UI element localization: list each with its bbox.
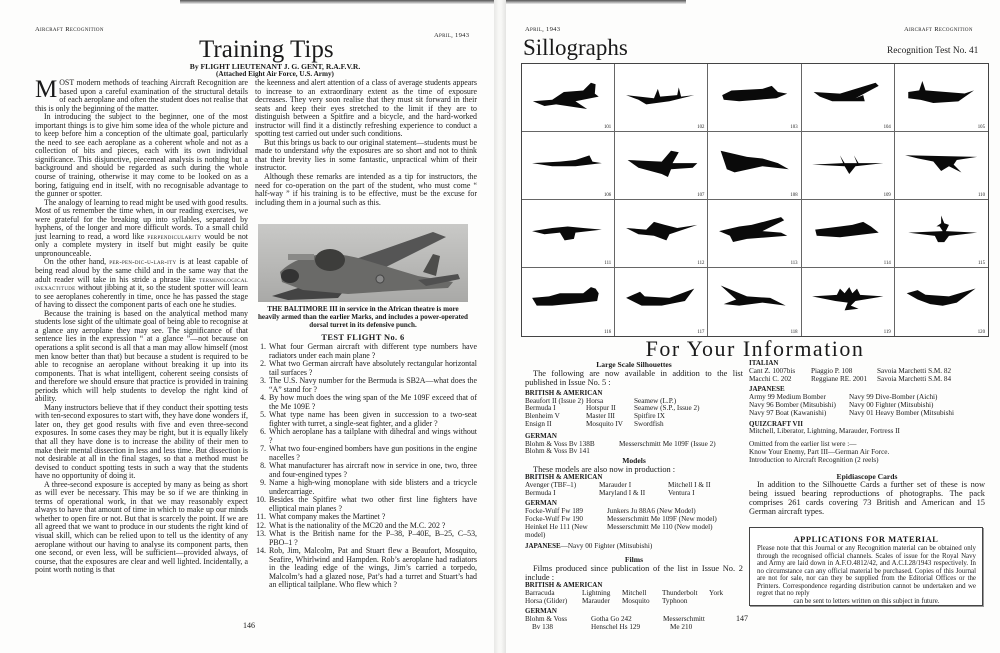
question-number: 1.: [260, 342, 266, 351]
silhouette-cell: [522, 200, 615, 268]
list-entry: [709, 598, 723, 606]
silhouette-number: 110: [977, 193, 985, 198]
question-text: What four German aircraft with different type numbers have radiators under each main plane ?: [269, 342, 477, 360]
list-entry: Reggiane RE. 2001: [811, 374, 868, 383]
paragraph: the keenness and alert attention of a class of average students appears to increase to an extraordinary extent as the time of exposure decreases. They very soon realise that they must sit forward in their seats and keep their eyes stretched to the limit if they are to distinguish between a Spitfire and a bicycle, and the hard-worked instructor will find it a distinctly refreshing experience to conduct a spotting test carried out under such conditions.: [255, 78, 477, 139]
list-entry: Swordfish: [634, 419, 664, 428]
silhouette-number: 112: [697, 261, 705, 266]
question-text: Besides the Spitfire what two other first line fighters have elliptical main planes ?: [269, 495, 477, 513]
paragraph: In introducing the subject to the beginner, one of the most important things is to give him some idea of the whole picture and to keep before him a conception of the ultimate goal, particularly the need to see each aeroplane as a coherent whole and not as a collection of bits and pieces, each with its own individual significance. This disjunctive, piecemeal analysis is nothing but a background and should be regarded as such during the whole course of training, otherwise it may come to be looked on as a boring, fatiguing end in itself, with no recognisable advantage to the gunner or spotter.: [35, 112, 248, 199]
info-right-column: [749, 360, 985, 516]
list-column: [811, 368, 877, 384]
aircraft-silhouette-icon: [623, 139, 700, 187]
aircraft-silhouette-icon: [529, 207, 606, 255]
silhouette-number: 111: [604, 261, 612, 266]
silhouette-cell: [895, 200, 988, 268]
question-text: What manufacturer has aircraft now in service in one, two, three and four-engined types ?: [269, 461, 477, 479]
silhouette-number: 115: [977, 261, 985, 266]
group-heading: GERMAN: [525, 431, 557, 440]
question-text: The U.S. Navy number for the Bermuda is SB2A—what does the “A” stand for ?: [269, 376, 477, 394]
silhouette-cell: [615, 132, 708, 200]
aircraft-silhouette-icon: [809, 275, 886, 324]
list-entry: Mitchell I & II: [668, 480, 711, 489]
test-question: [255, 394, 477, 411]
list-entry: Master III: [586, 412, 615, 421]
article-column-1: [35, 76, 248, 575]
list-entry: Beaufort II (Issue 2): [525, 396, 584, 405]
section-heading: Large Scale Silhouettes: [596, 360, 672, 369]
list-column: [622, 590, 662, 606]
list-column: [849, 394, 954, 417]
aircraft-silhouette-icon: [716, 275, 793, 324]
silhouette-cell: [615, 64, 708, 132]
silhouette-number: 101: [603, 125, 612, 130]
section-intro: The following are now available in addition to the list published in Issue No. 5 :: [525, 368, 743, 387]
list-entry: Barracuda: [525, 588, 555, 597]
aircraft-silhouette-icon: [529, 71, 606, 119]
list-entry: Savoia Marchetti S.M. 84: [877, 374, 952, 383]
paragraph: OST modern methods of teaching Aircraft Recognition are based upon a careful examination of the structural details of each aeroplane and often the student does not realise that this is only the beginning of the matter.: [35, 78, 248, 113]
silhouette-number: 109: [883, 193, 891, 198]
list-entry: Navy 99 Dive-Bomber (Aichi): [849, 393, 938, 402]
running-head: Aircraft Recognition: [904, 26, 973, 33]
list-entry: Heinkel He 111 (New model): [525, 522, 588, 539]
recognition-test-label: Recognition Test No. 41: [887, 46, 979, 56]
question-text: What is the nationality of the MC20 and the M.C. 202 ?: [269, 520, 446, 530]
list-entry: Blenheim V: [525, 412, 560, 421]
list-column: [662, 590, 709, 606]
silhouette-number: 107: [697, 193, 705, 198]
omitted-item: Introduction to Aircraft Recognition (2 reels): [749, 455, 879, 464]
list-column: [582, 590, 622, 606]
list-entry: Seamew (S.P., Issue 2): [634, 404, 700, 413]
list-column: [525, 508, 607, 539]
list-row: [749, 394, 985, 417]
question-text: Rob, Jim, Malcolm, Pat and Stuart flew a Beaufort, Mosquito, Seafire, Whirlwind and Hampden. Rob’s aeroplane had radiators in the leading edge of the wings, Jim’s carried a torpedo, Malcolm’s had a glazed nose, Pat’s had a turret and Stuart’s had an elliptical tailplane. Who flew which ?: [269, 546, 477, 589]
list-entry: Marauder: [582, 596, 610, 605]
question-text: What is the British name for the P–38, P–40E, B–25, C–53, PBO–1 ?: [269, 529, 477, 547]
list-row: [525, 482, 743, 498]
group-heading: GERMAN: [525, 607, 557, 616]
silhouette-number: 103: [790, 125, 798, 130]
list-entry: Navy 01 Heavy Bomber (Mitsubishi: [849, 408, 955, 417]
question-text: What company makes the Martinet ?: [269, 512, 386, 521]
question-text: What two German aircraft have absolutely rectangular horizontal tail surfaces ?: [269, 359, 477, 377]
silhouette-number: 105: [977, 125, 985, 130]
list-entry: Junkers Ju 88A6 (New Model): [607, 507, 696, 516]
question-text: What type name has been given in succession to a two-seat fighter with turret, a single-seat fighter, and a glider ?: [269, 410, 477, 428]
question-number: 11.: [256, 512, 266, 521]
list-entry: Ventura I: [668, 488, 695, 497]
list-entry: Horsa: [586, 396, 604, 405]
aircraft-silhouette-icon: [809, 139, 886, 187]
epidiascope-text: In addition to the Silhouette Cards a further set of these is now being issued bearing reproductions of photographs. The pack comprises 261 cards covering 73 British and American and 15 German aircraft types.: [749, 480, 985, 517]
test-question: [255, 377, 477, 394]
list-entry: Mosquito: [622, 596, 650, 605]
aircraft-silhouette-icon: [902, 207, 980, 255]
page-edge-shadow: [506, 0, 686, 4]
aircraft-silhouette-icon: [902, 275, 980, 324]
list-column: [586, 398, 634, 429]
paragraph: A three-second exposure is accepted by many as being as short as will ever be necessary. This may be so if we are thinking in terms of operational work, in that we may reasonably expect always to have that amount of time in which to make up our minds whether to open fire or not. But that is scarcely the point. If we are all agreed that we want to produce in our students the right kind of visual skill, which can be relied upon to tell us the identity of any aeroplane without our having to analyse its component parts, then one second, or even less, will be sufficient—provided always, of course, that the exposures are clear and well lighted. Incidentally, a point worth noting is that: [35, 479, 248, 575]
silhouette-cell: [522, 132, 615, 200]
list-entry: Bermuda I: [525, 488, 556, 497]
silhouette-number: 104: [883, 125, 891, 130]
list-entry: Navy 00 Fighter (Mitsubishi): [849, 400, 934, 409]
list-entry: Thunderbolt: [662, 588, 698, 597]
silhouette-cell: [708, 132, 801, 200]
silhouette-cell: [895, 132, 988, 200]
silhouette-number: 108: [790, 193, 798, 198]
running-head: Aircraft Recognition: [35, 26, 104, 33]
question-number: 8.: [260, 461, 266, 470]
list-entry: Cant Z. 1007bis: [749, 366, 796, 375]
silhouette-cell: [802, 268, 895, 336]
aircraft-silhouette-icon: [529, 139, 606, 187]
question-number: 4.: [260, 393, 266, 402]
question-number: 14.: [256, 546, 266, 555]
aircraft-silhouette-icon: [809, 207, 886, 255]
list-row: [525, 508, 743, 539]
list-entry: York: [709, 588, 724, 597]
paragraph: Because the training is based on the analytical method many students lose sight of the ultimate goal of being able to recognise at a glance any aeroplane they may see. The significance of that sentence lies in the expression “ at a glance ”—not because on operations a split second is all that a man may allow himself (most men know better than that) but because a student is required to be able to recognise an aeroplane without breaking it up into its components. That is what intelligent, coherent seeing consists of and therefore we should ensure that practice is provided in training periods which will help students to develop the right kind of ability.: [35, 308, 248, 404]
paragraph: The analogy of learning to read might be used with good results. Most of us remember the time when, in our reading exercises, we were grateful for the breaking up into syllables, separated by hyphens, of the longer and more difficult words. To a small child just learning to read, a word like perpendicularity would be not only a complete mystery in itself but might easily be quite unpronounceable.: [35, 197, 248, 258]
list-entry: Maryland I & II: [599, 488, 646, 497]
aircraft-silhouette-icon: [529, 275, 606, 324]
page-title: Sillographs: [523, 35, 628, 60]
list-entry: Focke-Wulf Fw 189: [525, 507, 584, 516]
list-column: [525, 482, 599, 498]
list-entry: Spitfire IX: [634, 412, 665, 421]
section-heading: Models: [622, 456, 646, 466]
large-scale-section: [525, 361, 743, 632]
list-column: [525, 398, 586, 429]
aircraft-silhouette-icon: [902, 71, 980, 119]
question-number: 9.: [260, 478, 266, 487]
list-entry: Blohm & Voss Bv 138B: [525, 439, 595, 448]
question-number: 10.: [256, 495, 266, 504]
list-entry: Piaggio P. 108: [811, 366, 853, 375]
list-column: [591, 616, 663, 632]
applications-box: [749, 527, 983, 606]
list-entry: Navy 96 Bomber (Mitsubishi): [749, 400, 836, 409]
silhouette-number: 119: [883, 330, 891, 335]
aircraft-silhouette-icon: [716, 207, 793, 255]
list-entry: Marauder I: [599, 480, 632, 489]
issue-date: April, 1943: [525, 26, 561, 33]
section-heading: Films: [624, 555, 644, 565]
byline: By FLIGHT LIEUTENANT J. G. GENT, R.A.F.V.R.: [189, 62, 361, 71]
list-row: [525, 616, 743, 632]
aircraft-silhouette-icon: [809, 71, 886, 119]
list-column: [599, 482, 668, 498]
question-number: 13.: [256, 529, 266, 538]
question-number: 2.: [260, 359, 266, 368]
silhouette-cell: [708, 64, 801, 132]
question-text: By how much does the wing span of the Me 109F exceed that of the Me 109E ?: [269, 393, 477, 411]
drop-cap: M: [35, 76, 58, 103]
silhouette-cell: [802, 64, 895, 132]
paragraph: Although these remarks are intended as a tip for instructors, the need for co-operation on the part of the student, who must come “ half-way ” if his training is to be effective, must be the excuse for including them in a journal such as this.: [255, 172, 477, 207]
list-row: [525, 441, 743, 457]
silhouette-cell: [802, 200, 895, 268]
question-text: Which aeroplane has a tailplane with dihedral and wings without ?: [269, 427, 477, 445]
aircraft-silhouette-icon: [716, 139, 793, 187]
list-entry: Mitchell: [622, 588, 647, 597]
issue-date: April, 1943: [434, 32, 470, 39]
group-heading: JAPANESE: [749, 385, 785, 394]
quizcraft-list: Mitchell, Liberator, Lightning, Marauder, Fortress II: [749, 427, 900, 436]
test-question: [255, 530, 477, 547]
list-column: [668, 482, 711, 498]
list-column: [525, 590, 582, 606]
aircraft-silhouette-icon: [902, 139, 980, 187]
japanese-model: JAPANESE—Navy 00 Fighter (Mitsubishi): [525, 542, 653, 551]
silhouette-number: 114: [883, 261, 891, 266]
list-column: [607, 508, 717, 539]
list-entry: Bv 138: [532, 622, 553, 631]
test-question: [255, 445, 477, 462]
list-entry: Messerschmitt: [663, 615, 705, 624]
list-entry: Bermuda I: [525, 404, 556, 413]
silhouette-number: 106: [603, 193, 612, 198]
baltimore-photo: [258, 224, 468, 302]
applications-text: Please note that this Journal or any Recognition material can be obtained only through the recognised official channels. Scales of issue for the Royal Navy and Army are laid down in A.F.O.4812/42, and A.C.I.28/1943 respectively. In no circumstance can any official material be purchased. Copies of this Journal are not for sale, nor can they be supplied from the Editorial Offices or the Printers. Correspondence regarding distribution cannot be undertaken and we regret that no reply can be sent to letters written on this subject in future.: [757, 545, 976, 605]
test-question: [255, 411, 477, 428]
silhouette-number: 117: [697, 330, 705, 335]
test-question: [255, 343, 477, 360]
test-question: [255, 428, 477, 445]
list-column: [525, 441, 619, 457]
question-number: 3.: [260, 376, 266, 385]
list-entry: Army 99 Medium Bomber: [749, 393, 826, 402]
aircraft-silhouette-icon: [623, 275, 700, 324]
silhouette-cell: [895, 268, 988, 336]
list-entry: Hotspur II: [586, 404, 616, 413]
omitted-note: Omitted from the earlier list were :—: [749, 440, 857, 449]
silhouette-cell: [802, 132, 895, 200]
list-column: [709, 590, 723, 606]
group-heading: BRITISH & AMERICAN: [525, 388, 603, 397]
silhouette-cell: [708, 268, 801, 336]
list-entry: Messerschmitt Me 109F (Issue 2): [619, 439, 716, 448]
silhouette-cell: [615, 268, 708, 336]
aircraft-silhouette-icon: [716, 71, 793, 119]
test-question: [255, 479, 477, 496]
page-number: 147: [736, 614, 748, 623]
silhouette-cell: [522, 268, 615, 336]
book-gutter: [494, 0, 506, 653]
list-entry: Mosquito IV: [586, 419, 623, 428]
list-entry: Messerschmitt Me 109F (New model): [607, 514, 717, 523]
paragraph: On the other hand, per-pen-dic-u-lar-ity is at least capable of being read aloud by the same child and in the same way that the adult reader will take in his stride a phrase like terminological inexactitude without jibbing at it, so the student spotter will learn to see aeroplanes coherently in time, once he has passed the stage of having to dissect the component parts of each one he studies.: [35, 257, 248, 310]
list-column: [749, 368, 811, 384]
list-entry: Ensign II: [525, 419, 552, 428]
article-title: Training Tips: [199, 36, 334, 63]
info-title: For Your Information: [645, 336, 865, 361]
silhouette-cell: [522, 64, 615, 132]
byline-affiliation: (Attached Eight Air Force, U.S. Army): [216, 70, 334, 78]
list-entry: Lightning: [582, 588, 611, 597]
question-number: 6.: [260, 427, 266, 436]
silhouette-number: 118: [790, 330, 798, 335]
section-intro: These models are also now in production :: [533, 464, 676, 474]
list-column: [619, 441, 716, 457]
silhouette-number: 120: [977, 330, 985, 335]
paragraph: Many instructors believe that if they conduct their spotting tests with ten-second exposures to start with, they have done wonders if, later on, they get good results with five and even three-second exposures. In some cases they may be right, but it is equally likely that all they have done is to increase the ability of their men to make their mental dissection in less and less time. But dissection is not desirable at all in the final stages, so that a method must be devised to conduct spotting tests in such a way that the students have no opportunity of doing it.: [35, 402, 248, 481]
list-column: [634, 398, 699, 429]
applications-heading: APPLICATIONS FOR MATERIAL: [793, 535, 939, 544]
group-heading: BRITISH & AMERICAN: [525, 580, 603, 589]
test-question: [255, 360, 477, 377]
section-intro: Films produced since publication of the list in Issue No. 2 include :: [525, 563, 743, 582]
test-question: [255, 462, 477, 479]
list-entry: Savoia Marchetti S.M. 82: [877, 366, 952, 375]
list-row: [525, 590, 743, 606]
list-entry: Me 210: [670, 622, 693, 631]
photo-caption: THE BALTIMORE III in service in the African theatre is more heavily armed than the earlier Marks, and includes a power-operated dorsal turret in its defensive punch.: [257, 305, 469, 329]
section-heading: Epidiascope Cards: [836, 471, 898, 481]
group-heading: QUIZCRAFT VII: [749, 419, 804, 428]
list-entry: Navy 97 Boat (Kawanishi): [749, 408, 827, 417]
list-entry: Horsa (Glider): [525, 596, 568, 605]
article-column-2: [255, 79, 477, 207]
question-text: Name a high-wing monoplane with side blisters and a tricycle undercarriage.: [269, 478, 477, 496]
list-entry: Blohm & Voss: [525, 615, 568, 624]
silhouette-number: 116: [604, 330, 612, 335]
silhouette-number: 102: [697, 125, 705, 130]
list-entry: Gotha Go 242: [591, 615, 632, 624]
group-heading: BRITISH & AMERICAN: [525, 472, 603, 481]
silhouette-cell: [615, 200, 708, 268]
question-number: 12.: [256, 520, 266, 530]
list-column: [525, 616, 591, 632]
group-heading: ITALIAN: [749, 359, 779, 367]
list-column: [749, 394, 849, 417]
silhouette-grid: [521, 63, 989, 337]
aircraft-silhouette-icon: [623, 71, 700, 119]
test-flight-title: TEST FLIGHT No. 6: [321, 333, 405, 342]
silhouette-cell: [708, 200, 801, 268]
test-question: [255, 547, 477, 590]
page-number: 146: [243, 621, 255, 630]
question-text: What two four-engined bombers have gun positions in the engine nacelles ?: [269, 444, 477, 462]
question-number: 7.: [260, 444, 266, 453]
list-entry: Henschel Hs 129: [591, 622, 641, 631]
silhouette-number: 113: [790, 261, 798, 266]
list-column: [663, 616, 705, 632]
list-column: [877, 368, 951, 384]
test-flight-questions: [255, 343, 477, 590]
question-number: 5.: [260, 410, 266, 419]
list-entry: Seamew (L.P.): [634, 396, 677, 405]
list-entry: Messerschmitt Me 110 (New model): [607, 522, 713, 531]
silhouette-cell: [895, 64, 988, 132]
list-entry: Avenger (TBF–1): [525, 480, 577, 489]
list-entry: Blohm & Voss Bv 141: [525, 447, 590, 456]
list-entry: Focke-Wulf Fw 190: [525, 514, 584, 523]
list-row: [749, 368, 985, 384]
list-entry: Typhoon: [662, 596, 688, 605]
list-row: [525, 398, 743, 429]
page-edge-shadow: [180, 0, 494, 4]
left-page: [0, 0, 494, 653]
group-heading: GERMAN: [525, 499, 557, 508]
paragraph: But this brings us back to our original statement—students must be made to understand why the exposures are so short and not to think that their brevity lies in some fantastic, unpractical whim of their instructor.: [255, 137, 477, 173]
aircraft-silhouette-icon: [623, 207, 700, 255]
list-entry: Macchi C. 202: [749, 374, 792, 383]
test-question: [255, 496, 477, 513]
omitted-item: Know Your Enemy, Part III—German Air Force.: [749, 447, 890, 456]
